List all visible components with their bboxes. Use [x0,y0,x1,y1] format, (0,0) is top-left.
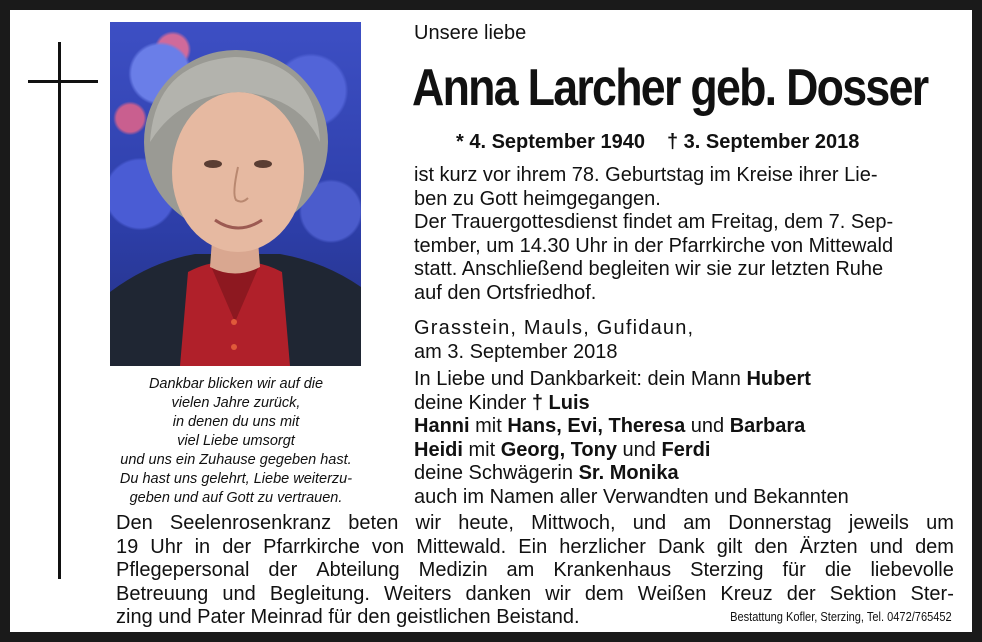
justified-line [116,559,954,583]
family-text: mit [469,415,508,437]
family-line-relatives: auch im Namen aller Verwandten und Bekannten [414,485,849,508]
word: dem [915,535,954,558]
word: Pfarrkirche [263,535,360,558]
word: Medizin [418,559,488,581]
word: um [926,512,954,534]
word: Uhr [150,535,183,558]
word: liebevolle [870,559,954,581]
intro-text: Unsere liebe [414,22,527,44]
word: Sterzing [690,559,764,581]
word: Abteilung [316,559,400,581]
text-line: ben zu Gott heimgegangen. [414,187,661,210]
family-name: Sr. Monika [578,462,679,484]
deceased-name: Anna Larcher geb. Dosser [412,59,928,117]
cross-icon-horizontal [28,80,98,83]
word: der [268,559,298,581]
word: Ärzten [799,535,858,558]
undertaker-credit: Bestattung Kofler, Sterzing, Tel. 0472/765452 [730,609,952,624]
word: den [754,535,788,558]
word: Den [116,512,153,534]
word: Weißen [637,582,707,605]
caption-line: viel Liebe umsorgt [177,433,295,449]
justified-line [116,583,954,607]
word: 19 [116,535,139,558]
word: danken [465,582,532,605]
text-line: Der Trauergottesdienst findet am Freitag, dem 7. Sep- [414,211,894,233]
text-line: ist kurz vor ihrem 78. Geburtstag im Kreise ihrer Lie- [414,164,878,186]
family-name: Ferdi [661,438,711,461]
word: Sektion [829,582,897,605]
word: Dank [657,535,705,558]
announcement-text [414,164,893,305]
family-text: deine Schwägerin [414,462,579,484]
word: Begleitung. [269,582,370,605]
family-name: † Luis [531,391,590,414]
word: jeweils [848,512,909,534]
caption-line: in denen du uns mit [172,414,300,430]
place-line: Grasstein, Mauls, Gufidaun, [414,317,695,339]
word: herzlicher [559,535,646,558]
family-line-hanni [414,415,849,439]
word: Weiters [383,582,452,605]
word: Ein [518,535,548,558]
word: Seelenrosenkranz [169,512,332,534]
family-name: Georg, Tony [500,438,617,461]
word: in [194,535,211,558]
memorial-caption [112,375,360,508]
family-name: Hanni [414,415,470,437]
cross-icon-vertical [58,42,61,579]
word: die [824,559,852,581]
word: gilt [716,535,743,558]
birth-date: * 4. September 1940 [456,131,645,153]
caption-line: vielen Jahre zurück, [171,395,301,411]
word: Betreuung [116,582,209,605]
word: Donnerstag [728,512,832,534]
word: wir [545,582,571,605]
word: Ster- [910,582,954,605]
text-line: auf den Ortsfriedhof. [414,281,597,304]
word: dem [584,582,624,605]
family-text: und [685,415,730,437]
family-text: und [617,438,662,461]
word: der [222,535,252,558]
word: Mittwoch, [531,512,616,534]
family-line-children [414,392,849,416]
word: Pflegepersonal [116,559,250,581]
place-date [414,317,694,364]
word: und [869,535,904,558]
death-date: † 3. September 2018 [667,131,860,153]
family-name: Hans, Evi, Theresa [507,415,686,437]
word: Kreuz [720,582,773,605]
portrait-photo [110,22,361,366]
word: Krankenhaus [553,559,672,581]
word: am [683,512,712,534]
date-line: am 3. September 2018 [414,340,618,363]
word: beten [348,512,399,534]
word: wir [415,512,442,534]
family-text: In Liebe und Dankbarkeit: dein Mann [414,368,747,390]
word: am [506,559,535,581]
word: der [786,582,816,605]
family-name: Heidi [414,438,463,461]
final-line: zing und Pater Meinrad für den geistlichen Beistand. [116,606,580,628]
family-line-heidi [414,439,849,463]
word: und [222,582,256,605]
text-line: tember, um 14.30 Uhr in der Pfarrkirche von Mittewald [414,234,894,257]
life-dates [456,131,881,154]
text-line: statt. Anschließend begleiten wir sie zur letzten Ruhe [414,258,884,280]
caption-line: Dankbar blicken wir auf die [148,376,324,392]
caption-line: und uns ein Zuhause gegeben hast. [120,452,352,468]
caption-line: geben und auf Gott zu vertrauen. [129,490,343,506]
word: und [632,512,667,534]
word: für [782,559,806,581]
family-name: Barbara [729,415,806,437]
family-text: mit [462,438,501,461]
family-name: Hubert [746,368,811,390]
family-line-sister-in-law [414,462,849,486]
justified-line [116,512,954,536]
word: von [371,535,405,558]
caption-line: Du hast uns gelehrt, Liebe weiterzu- [119,471,353,487]
family-text: deine Kinder [414,391,532,414]
family-line-husband [414,368,849,392]
family-list [414,368,849,509]
word: heute, [458,512,514,534]
word: Mittewald. [416,535,507,558]
justified-line [116,536,954,560]
